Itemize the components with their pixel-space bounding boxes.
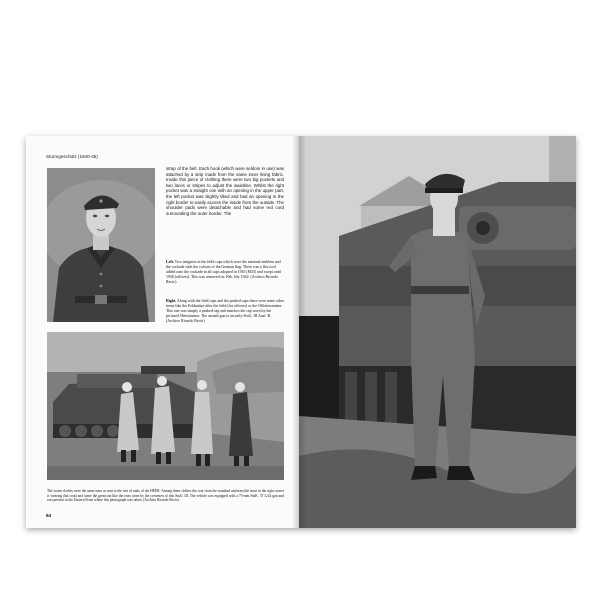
magazine-spread [26, 136, 576, 528]
caption-bottom: The warm clothes were the same ones as sent to the rest of units of the HEER. Among them clothes the coat from the standard uniform (the most in the right corner is wearing that coat) and some the greatcoat like the ones worn by the crewmen of this StuG. III. The vehicle was equipped with a 75-mm StuK. 37 L/24 gun and was present in the Eastern Front where this photograph was taken. (Archivo Ricardo Recio) [47, 489, 284, 503]
caption-right-text: Along with the field caps and the peaked caps there were some other items like the Feldmütze after the field (for officers) or the Offiziersmütze. This one was simply a peaked cap and matches the cap worn by the pictured Obersturmer. The assault gun is an early StuG. III Ausf. B. (Archivo Ricardo Recio) [166, 299, 284, 323]
caption-left [166, 260, 284, 285]
caption-left-lead: Left. [166, 260, 174, 264]
left-page [26, 136, 299, 528]
caption-right [166, 299, 284, 324]
page-number: 94 [46, 513, 52, 518]
caption-right-lead: Right. [166, 299, 177, 303]
article-body-text: strap of the belt. Each hook (which were seldom in use) was attached by a strip made from the same inner lining fabric. Inside this piece of clothing there were two big pockets and two laces or stripes to adjust the waistline. Whilst the right pocket was a straight one with an opening in the upper part, the left pocket was slightly tilted and had an opening in the right border to easily access the inside from the outside. The shoulder pads were detachable and had some red cord surrounding the outer border. The [166, 166, 284, 216]
right-page-officer-with-vehicle-photo [299, 136, 576, 528]
running-head: Sturmgeschütz (1940-45) [46, 154, 98, 159]
spine-gutter [292, 136, 306, 528]
caption-left-text: Two insignias in the field caps which were the national emblem and the cockade with the colours of the German flag. There was a flat cord added onto the cockade in all caps adopted in 1935 (M35) and swept until 1938 (officers). This was removed on 10th July 1942. (Archivo Ricardo Recio) [166, 260, 282, 284]
soldier-portrait-photo [47, 168, 155, 322]
crew-with-assault-gun-photo [47, 332, 284, 480]
